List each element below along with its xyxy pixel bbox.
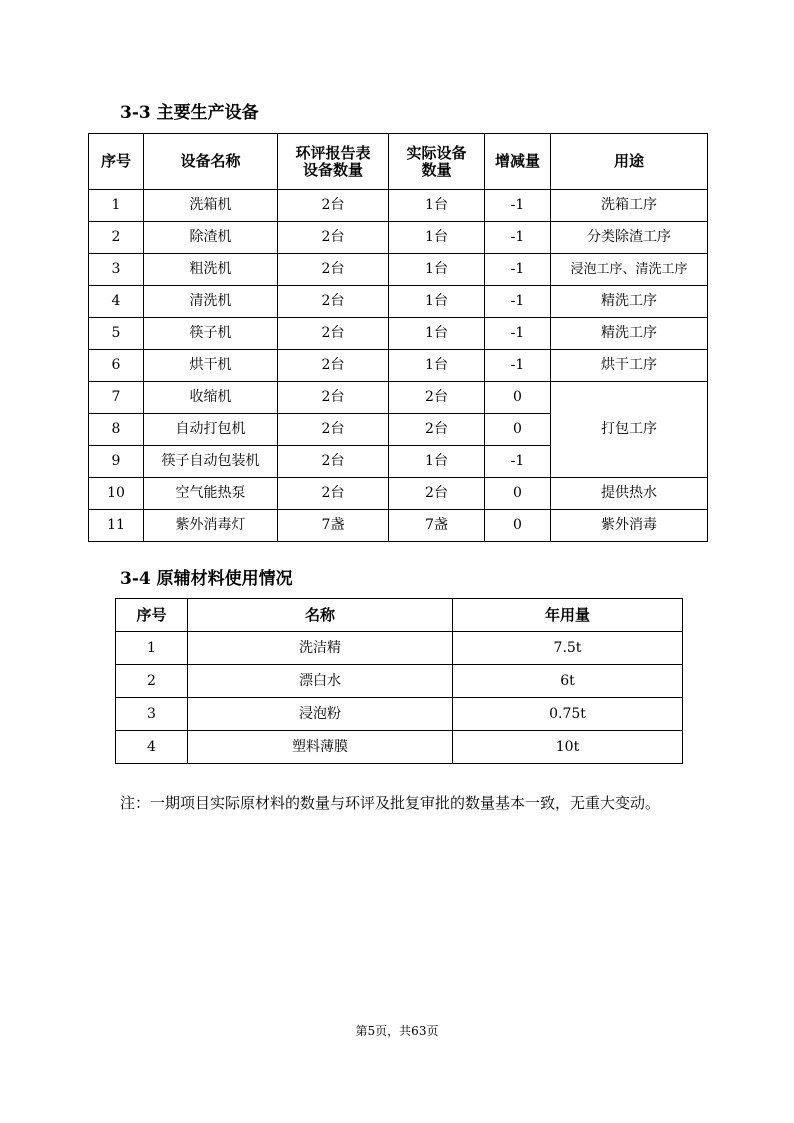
col-header-actual-qty (389, 134, 485, 190)
cell-actual-qty: 1台 (389, 254, 485, 286)
cell-index: 4 (116, 731, 188, 764)
table-row (89, 382, 708, 414)
cell-annual-usage: 0.75t (453, 698, 683, 731)
page-number: 第5页，共63页 (355, 1024, 439, 1038)
cell-index: 6 (89, 350, 144, 382)
cell-planned-qty: 2台 (278, 478, 389, 510)
cell-actual-qty: 1台 (389, 318, 485, 350)
cell-name: 塑料薄膜 (188, 731, 453, 764)
equipment-header-row (89, 134, 708, 190)
cell-change: -1 (485, 446, 551, 478)
cell-index: 4 (89, 286, 144, 318)
cell-planned-qty: 7盏 (278, 510, 389, 542)
cell-actual-qty: 1台 (389, 190, 485, 222)
cell-index: 3 (116, 698, 188, 731)
cell-index: 1 (116, 632, 188, 665)
cell-planned-qty: 2台 (278, 286, 389, 318)
table-row (89, 350, 708, 382)
cell-planned-qty: 2台 (278, 254, 389, 286)
cell-name: 空气能热泵 (144, 478, 278, 510)
cell-index: 9 (89, 446, 144, 478)
cell-change: -1 (485, 350, 551, 382)
table-row (116, 731, 683, 764)
cell-annual-usage: 7.5t (453, 632, 683, 665)
col-header-planned-qty (278, 134, 389, 190)
cell-name: 收缩机 (144, 382, 278, 414)
col-header-annual-usage: 年用量 (453, 599, 683, 632)
col-header-purpose: 用途 (551, 134, 708, 190)
table-row (89, 478, 708, 510)
cell-actual-qty: 1台 (389, 222, 485, 254)
cell-actual-qty: 2台 (389, 414, 485, 446)
cell-actual-qty: 2台 (389, 478, 485, 510)
cell-index: 2 (116, 665, 188, 698)
table-row (89, 286, 708, 318)
cell-name: 清洗机 (144, 286, 278, 318)
cell-purpose-merged: 打包工序 (551, 382, 708, 478)
cell-actual-qty: 1台 (389, 446, 485, 478)
table-row (116, 665, 683, 698)
cell-planned-qty: 2台 (278, 414, 389, 446)
table-row (89, 318, 708, 350)
cell-planned-qty: 2台 (278, 350, 389, 382)
table-row (89, 510, 708, 542)
cell-purpose: 分类除渣工序 (551, 222, 708, 254)
planned-qty-label: 环评报告表设备数量 (295, 143, 371, 179)
cell-actual-qty: 1台 (389, 286, 485, 318)
cell-planned-qty: 2台 (278, 318, 389, 350)
materials-table (115, 598, 683, 764)
cell-purpose: 提供热水 (551, 478, 708, 510)
cell-change: 0 (485, 382, 551, 414)
cell-name: 洗洁精 (188, 632, 453, 665)
table-row (116, 698, 683, 731)
col-header-index: 序号 (89, 134, 144, 190)
col-header-name: 设备名称 (144, 134, 278, 190)
cell-name: 烘干机 (144, 350, 278, 382)
cell-planned-qty: 2台 (278, 190, 389, 222)
cell-change: -1 (485, 190, 551, 222)
table-row (89, 190, 708, 222)
cell-purpose: 洗箱工序 (551, 190, 708, 222)
cell-change: -1 (485, 318, 551, 350)
cell-change: -1 (485, 222, 551, 254)
cell-purpose: 精洗工序 (551, 318, 708, 350)
cell-actual-qty: 2台 (389, 382, 485, 414)
col-header-index: 序号 (116, 599, 188, 632)
cell-name: 紫外消毒灯 (144, 510, 278, 542)
cell-actual-qty: 1台 (389, 350, 485, 382)
materials-note: 注：一期项目实际原材料的数量与环评及批复审批的数量基本一致，无重大变动。 (120, 794, 661, 812)
cell-name: 漂白水 (188, 665, 453, 698)
cell-index: 1 (89, 190, 144, 222)
materials-header-row (116, 599, 683, 632)
equipment-heading: 3-3 主要生产设备 (120, 103, 259, 123)
cell-annual-usage: 10t (453, 731, 683, 764)
equipment-table (88, 133, 708, 542)
cell-change: -1 (485, 286, 551, 318)
cell-change: -1 (485, 254, 551, 286)
cell-index: 8 (89, 414, 144, 446)
actual-qty-label: 实际设备数量 (406, 143, 467, 179)
col-header-name: 名称 (188, 599, 453, 632)
cell-name: 浸泡粉 (188, 698, 453, 731)
cell-name: 筷子自动包装机 (144, 446, 278, 478)
cell-name: 除渣机 (144, 222, 278, 254)
cell-name: 自动打包机 (144, 414, 278, 446)
cell-purpose: 烘干工序 (551, 350, 708, 382)
cell-actual-qty: 7盏 (389, 510, 485, 542)
cell-purpose: 紫外消毒 (551, 510, 708, 542)
cell-planned-qty: 2台 (278, 222, 389, 254)
cell-index: 5 (89, 318, 144, 350)
col-header-change: 增减量 (485, 134, 551, 190)
cell-index: 10 (89, 478, 144, 510)
cell-name: 粗洗机 (144, 254, 278, 286)
table-row (116, 632, 683, 665)
cell-change: 0 (485, 510, 551, 542)
cell-index: 2 (89, 222, 144, 254)
table-row (89, 254, 708, 286)
table-row (89, 222, 708, 254)
cell-purpose: 浸泡工序、清洗工序 (551, 254, 708, 286)
cell-name: 洗箱机 (144, 190, 278, 222)
cell-planned-qty: 2台 (278, 446, 389, 478)
cell-purpose: 精洗工序 (551, 286, 708, 318)
cell-planned-qty: 2台 (278, 382, 389, 414)
cell-index: 3 (89, 254, 144, 286)
cell-annual-usage: 6t (453, 665, 683, 698)
cell-index: 11 (89, 510, 144, 542)
cell-index: 7 (89, 382, 144, 414)
cell-name: 筷子机 (144, 318, 278, 350)
materials-heading: 3-4 原辅材料使用情况 (120, 569, 293, 589)
cell-change: 0 (485, 414, 551, 446)
cell-change: 0 (485, 478, 551, 510)
